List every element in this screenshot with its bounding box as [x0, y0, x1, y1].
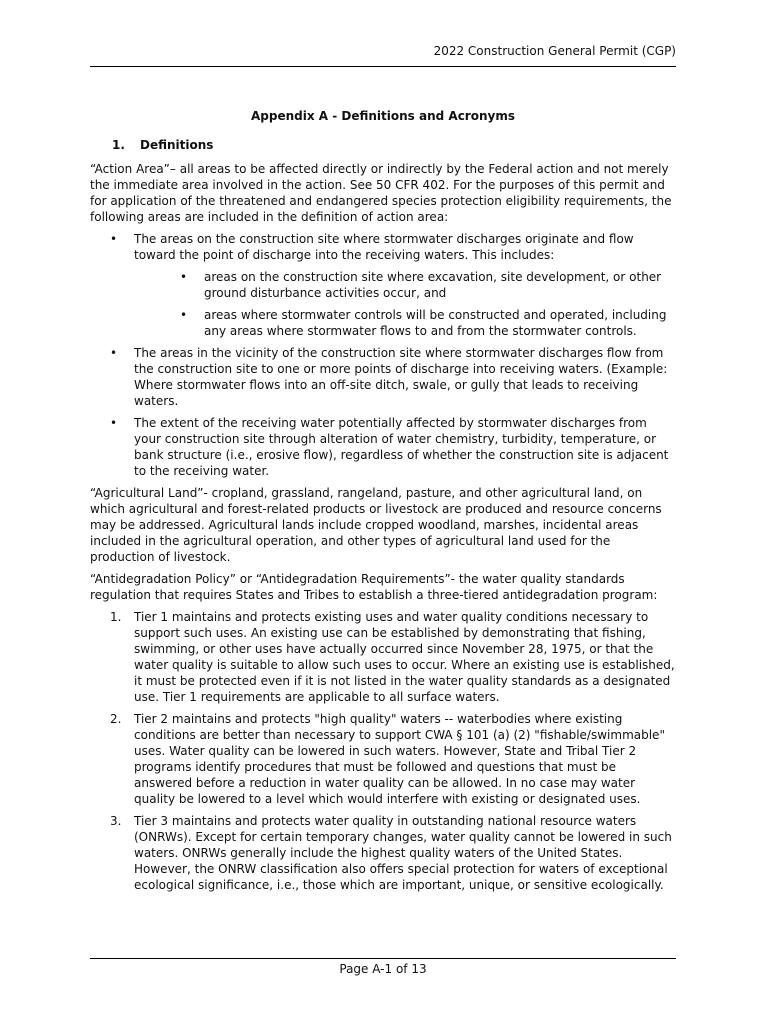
sub-list: [134, 269, 676, 339]
list-number: 1.: [110, 610, 122, 624]
list-item: [90, 231, 676, 339]
document-body: [90, 108, 676, 899]
definition-antidegradation: “Antidegradation Policy” or “Antidegradation Requirements”- the water quality standards regulation that requires States and Tribes to establish a three-tiered antidegradation program:: [90, 572, 658, 602]
antidegradation-list: [90, 609, 676, 893]
list-item: [90, 813, 676, 893]
bullet-icon: •: [110, 232, 118, 246]
list-item-text: Tier 2 maintains and protects "high quality" waters -- waterbodies where existing conditions are better than necessary to support CWA § 101 (a) (2) "fishable/swimmable" uses. Water quality can be lowered in such waters. However, State and Tribal Tier 2 programs identify procedures that must be followed and questions that must be answered before a reduction in water quality can be allowed. In no case may water quality be lowered to a level which would interfere with existing or designated uses.: [134, 712, 665, 806]
bullet-icon: •: [110, 346, 118, 360]
page-number: Page A-1 of 13: [339, 962, 427, 976]
list-item: [90, 345, 676, 409]
list-item-text: areas where stormwater controls will be constructed and operated, including any areas where stormwater flows to and from the stormwater controls.: [204, 308, 667, 338]
definition-action-area: “Action Area”– all areas to be affected directly or indirectly by the Federal action and not merely the immediate area involved in the action. See 50 CFR 402. For the purposes of this permit and for application of the threatened and endangered species protection eligibility requirements, the following areas are included in the definition of action area:: [90, 162, 672, 224]
list-item-text: areas on the construction site where excavation, site development, or other ground disturbance activities occur, and: [204, 270, 662, 300]
list-item-text: Tier 3 maintains and protects water quality in outstanding national resource waters (ONRWs). Except for certain temporary changes, water quality cannot be lowered in such waters. ONRWs generally include the highest quality waters of the United States. However, the ONRW classification also offers special protection for waters of exceptional ecological significance, i.e., those which are important, unique, or sensitive ecologically.: [134, 814, 672, 892]
list-item: [90, 269, 676, 301]
list-item: [90, 609, 676, 705]
list-item: [90, 415, 676, 479]
bullet-icon: •: [110, 416, 118, 430]
list-item-text: The areas on the construction site where stormwater discharges originate and flow toward the point of discharge into the receiving waters. This includes:: [134, 232, 634, 262]
appendix-title: Appendix A - Definitions and Acronyms: [251, 109, 515, 123]
list-item: [90, 307, 676, 339]
section-number: 1.: [112, 138, 125, 152]
list-number: 3.: [110, 814, 122, 828]
page-header: 2022 Construction General Permit (CGP): [90, 44, 676, 67]
list-item: [90, 711, 676, 807]
section-heading: [90, 137, 676, 153]
footer-divider: [90, 958, 676, 959]
list-item-text: Tier 1 maintains and protects existing uses and water quality conditions necessary to support such uses. An existing use can be established by demonstrating that fishing, swimming, or other uses have actually occurred since November 28, 1975, or that the water quality is suitable to allow such uses to occur. Where an existing use is established, it must be protected even if it is not listed in the water quality standards as a designated use. Tier 1 requirements are applicable to all surface waters.: [134, 610, 675, 704]
list-item-text: The areas in the vicinity of the construction site where stormwater discharges flow from the construction site to one or more points of discharge into receiving waters. (Example: Where stormwater flows into an off-site ditch, swale, or gully that leads to receiving waters.: [134, 346, 668, 408]
list-number: 2.: [110, 712, 122, 726]
list-item-text: The extent of the receiving water potentially affected by stormwater discharges from your construction site through alteration of water chemistry, turbidity, temperature, or bank structure (i.e., erosive flow), regardless of whether the construction site is adjacent to the receiving water.: [134, 416, 669, 478]
bullet-icon: •: [180, 270, 188, 284]
action-area-list: [90, 231, 676, 479]
bullet-icon: •: [180, 308, 188, 322]
definition-agricultural-land: “Agricultural Land”- cropland, grassland, rangeland, pasture, and other agricultural land, on which agricultural and forest-related products or livestock are produced and resource concerns may be addressed. Agricultural lands include cropped woodland, marshes, incidental areas included in the agricultural operation, and other types of agricultural land used for the production of livestock.: [90, 486, 662, 564]
section-label: Definitions: [140, 138, 214, 152]
